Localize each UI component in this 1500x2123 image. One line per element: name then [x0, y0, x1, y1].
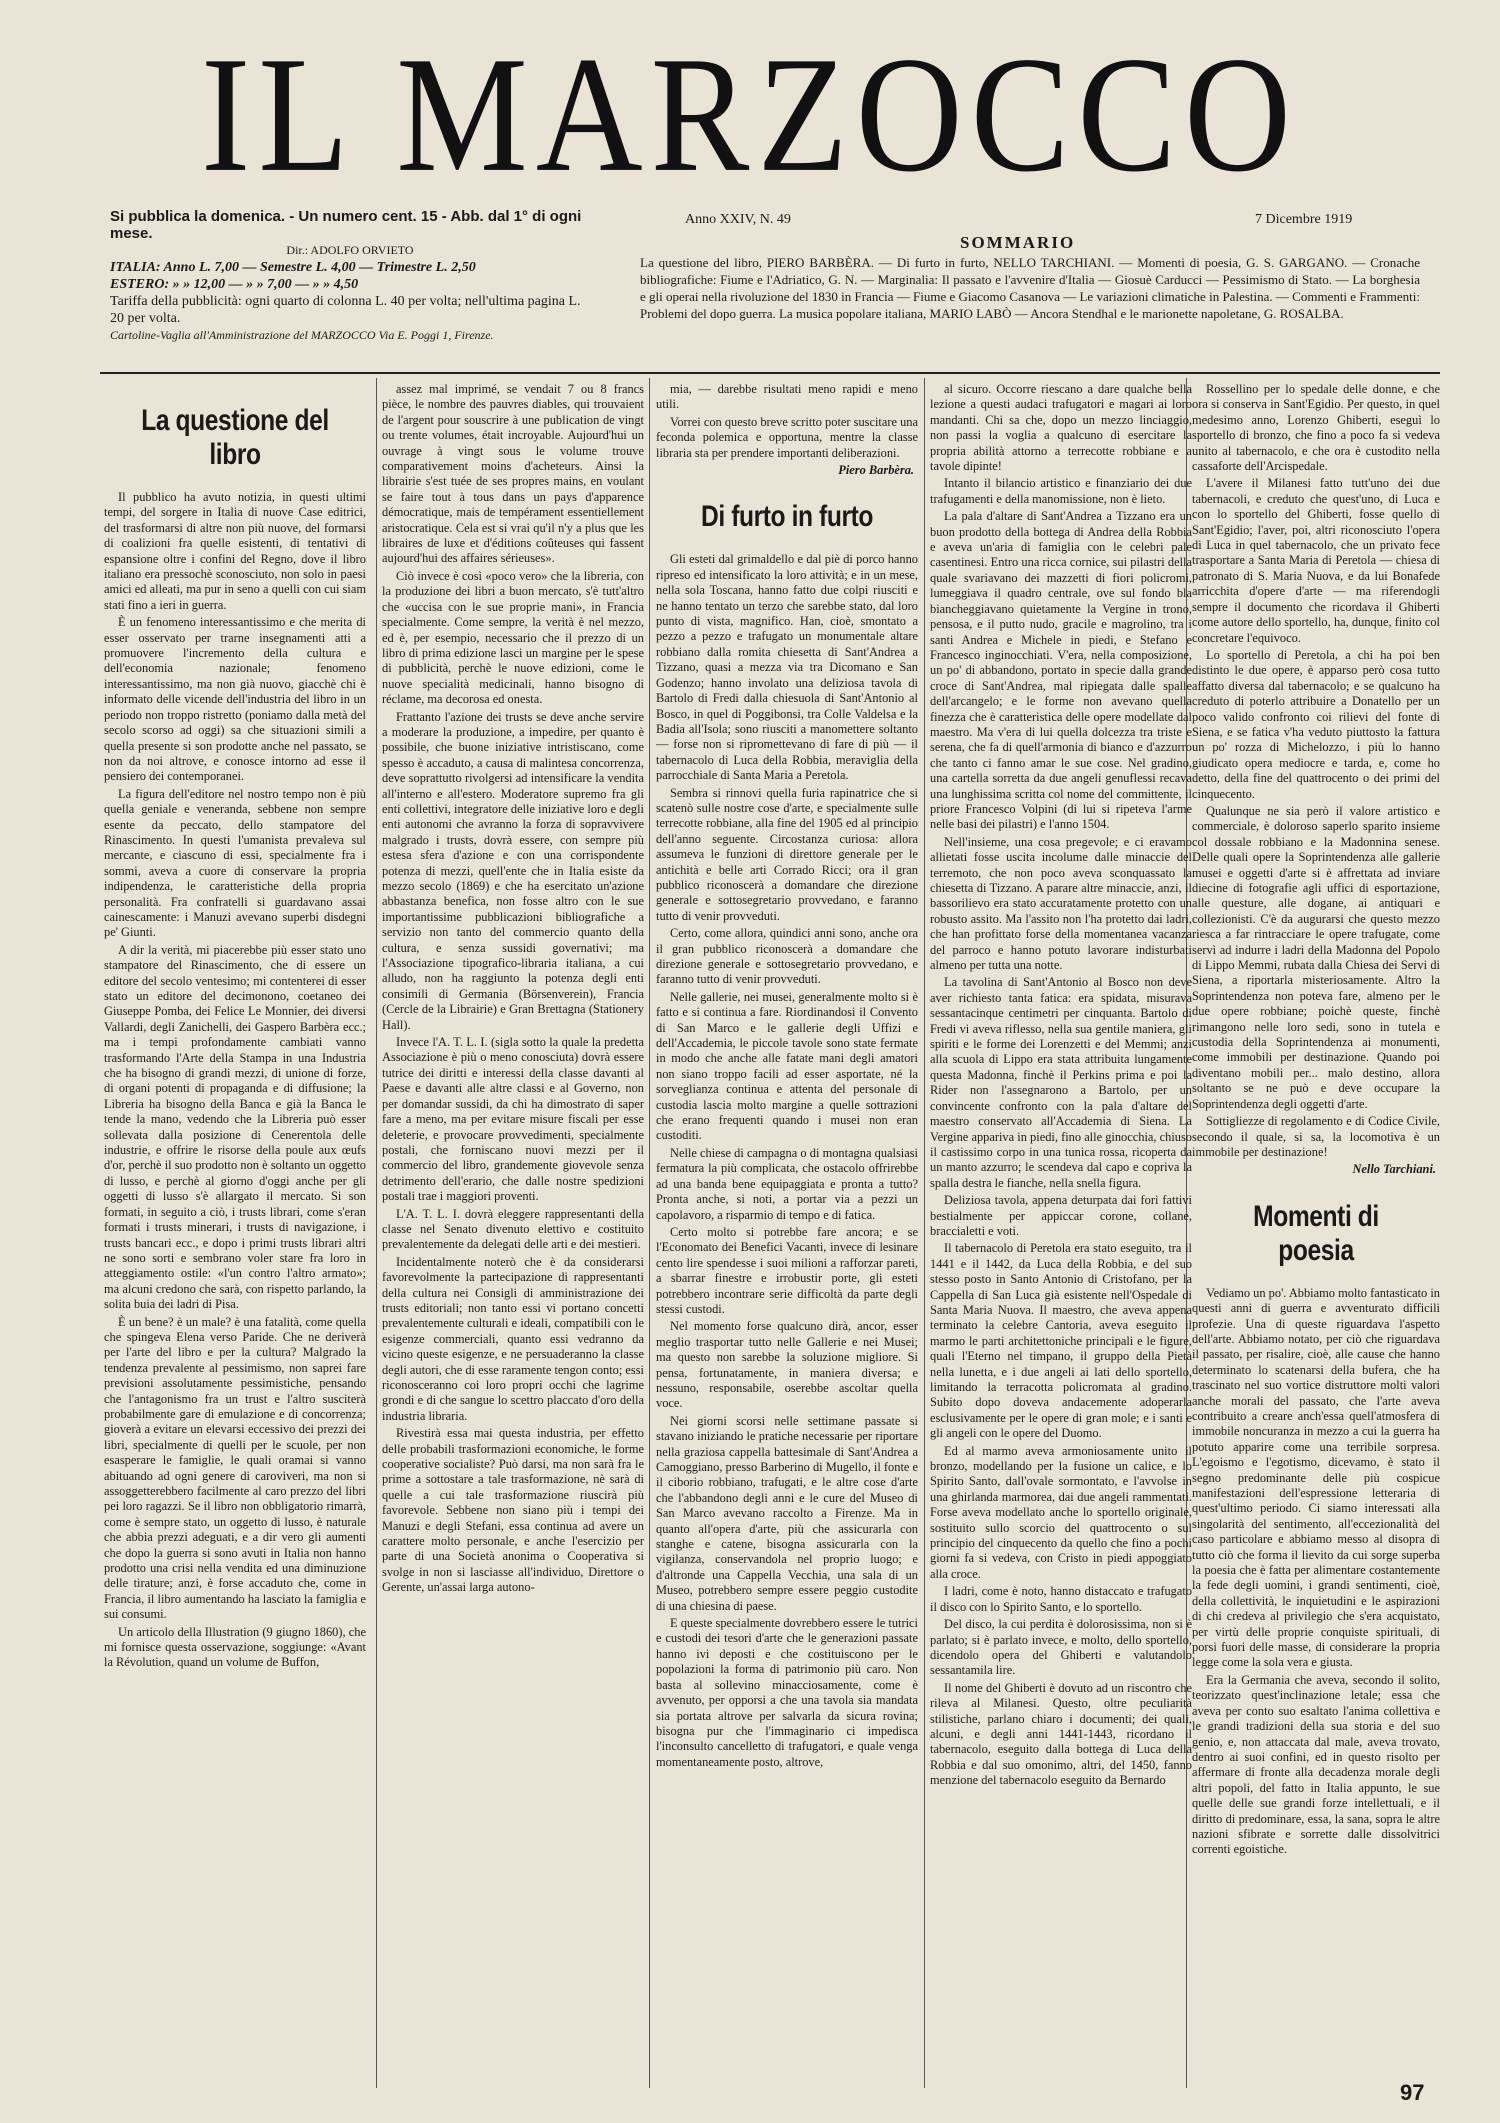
corner-mark: 97 [1400, 2080, 1425, 2105]
paragraph: È un bene? è un male? è una fatalità, come quella che spingeva Elena verso Paride. Che ne deriverà per l'arte del libro e per la cultura? Malgrado la tendenza prevalente al pessimismo, non saprei fare previsioni assolutamente pessimistiche, pensando che l'antagonismo fra un trust e l'altro susciterà probabilmente gare di emulazione e di concorrenza; gioverà a evitare un elevarsi eccessivo dei prezzi dei libri, specialmente di quelli per le scuole, per non esasperare le famiglie, le quali oramai si vanno abituando ad ogni genere di caroviveri, ma non si assoggetterebbero facilmente al caro prezzo del libri pei loro ragazzi. Se il libro non obbligatorio rimarrà, come è sempre stato, un oggetto di lusso, è naturale che abbia prezzi adeguati, e a dir vero gli aumenti che dopo la guerra si sono avuti in Italia non hanno prodotto una crisi nella vendita ed una diminuzione delle tirature; anzi, è forse accaduto che, come in Francia, il libro aumentando ha lasciato la famiglia e sui consumi. [104, 1314, 366, 1622]
paragraph: Intanto il bilancio artistico e finanziario dei due trafugamenti e della manomissione, non è lieto. [930, 476, 1192, 506]
paragraph: Qualunque ne sia però il valore artistico e commerciale, è doloroso saperlo sparito insieme col dossale robbiano e la Madonnina senese. Delle quali opere la Soprintendenza alle gallerie musei e oggetti d'arte si è affrettata ad inviare diecine di fotografie agli uffici di esportazione, alle questure, alle dogane, ai antiquari e collezionisti. C'è da augurarsi che questo mezzo riesca a far rintracciare le opere trafugate, come servì ad indurre i ladri della Madonna del Popolo di Lippo Memmi, rubata dalla Chiesa dei Servi di Siena, a riportarla misteriosamente. Altro la Soprintendenza non poteva fare, almeno per le due opere robbiane; poichè queste, finchè rimangono nelle loro sedi, sono in tutela e custodia della Soprintendenza ai monumenti, come immobili per destinazione. Quando poi diventano mobili per... malo destino, allora soltanto se ne può e deve occupare la Soprintendenza degli oggetti d'arte. [1192, 803, 1440, 1111]
paragraph: La figura dell'editore nel nostro tempo non è più quella geniale e veneranda, sebbene non sempre esente da peccato, dello stampatore del Rinascimento. In questi l'umanista prevaleva sul mercante, e ciascuno di essi, specialmente fra i sommi, aveva a cuore di conservare la propria indipendenza, le caratteristiche della propria personalità. Fra confratelli si guardavano assai cainescamente: i Manuzi avevano superbi disdegni pe' Giunti. [104, 786, 366, 940]
paragraph: Nelle gallerie, nei musei, generalmente molto si è fatto e si continua a fare. Riordinandosi il Convento di San Marco e le gallerie degli Uffizi e dell'Accademia, le piccole tavole sono state fermate in modo che anche alle fatate mani degli amatori non siano troppo facili ad esser asportate, né la sorveglianza continua e attenta del personale di custodia lascia molto margine a quelle sottrazioni che erano frequenti quando i musei non eran custoditi. [656, 989, 918, 1143]
column-divider [376, 378, 377, 2088]
paragraph: Invece l'A. T. L. I. (sigla sotto la quale la predetta Associazione è più o meno conosciuta) dovrà essere tutrice dei diritti e interessi della classe davanti al Paese e davanti alle altre classi e al Governo, non per domandar sussidi, da chi ha dimostrato di saper fare a meno, ma per evitare misure fiscali per esse deleterie, e provocare provvedimenti, specialmente postali, che forniscano nuovi mezzi per il commercio del libro, grandemente giovevole senza detrimento dell'erario, che dalle nostre spedizioni postali trae i maggiori proventi. [382, 1035, 644, 1204]
advertising-tariff: Tariffa della pubblicità: ogni quarto di colonna L. 40 per volta; nell'ultima pagina L. 20 per volta. [110, 294, 581, 326]
author-signature: Piero Barbèra. [838, 463, 914, 478]
column-2 [382, 382, 644, 2083]
paragraph: Il nome del Ghiberti è dovuto ad un riscontro che rileva al Milanesi. Questo, oltre peculiarità stilistiche, parlano chiaro i documenti; dei quali, alcuni, e degli anni 1441-1443, ricordano il tabernacolo, eseguito dalla bottega di Luca della Robbia e dal suo omonimo, altri, del 1450, fanno menzione del tabernacolo eseguito da Bernardo [930, 1680, 1192, 1788]
paragraph: Il pubblico ha avuto notizia, in questi ultimi tempi, del sorgere in Italia di nuove Case editrici, del trasformarsi di altre non più nuove, del formarsi di coalizioni fra quelle esistenti, di tentativi di espansione oltre i confini del Regno, dove il libro italiano era pressochè sconosciuto, non solo in paesi amici ed alleati, ma pur in seno a quelli con cui siam stati fino a ieri in guerra. [104, 490, 366, 612]
paragraph: Gli esteti dal grimaldello e dal piè di porco hanno ripreso ed intensificato la loro attività; e in un mese, nella sola Toscana, hanno fatto due colpi riusciti e ne hanno tentato un terzo che sarebbe stato, dal loro punto di vista, magnifico. Han, cioè, smontato a pezzo a pezzo e trafugato un monumentale altare robbiano dalla romita chiesetta di Sant'Andrea a Tizzano, quasi a mezza via tra Dicomano e San Godenzo; hanno involato una deliziosa tavola di Bartolo di Fredi dalla chiesuola di Sant'Antonio al Bosco, in quel di Poggibonsi, tra Colle Valdelsa e la Badia all'Isola; sono riusciti a manomettere soltanto — forse non si ripromettevano di fare di più — il tabernacolo di Luca della Robbia, meraviglia della parrocchiale di Santa Maria a Peretola. [656, 552, 918, 783]
publication-line: Si pubblica la domenica. - Un numero cent. 15 - Abb. dal 1° di ogni mese. [110, 208, 582, 242]
subscription-info [110, 208, 590, 344]
paragraph: E queste specialmente dovrebbero essere le tutrici e custodi dei tesori d'arte che le generazioni passate hanno ivi deposti e che costituiscono per le popolazioni la forma di patrimonio più caro. Non basta al sollevino minacciosamente, come è avvenuto, per opporsi a che una tavola sia mandata sia portata altrove per salvarla da sicura rovina; bisogna pur che l'immaginario ci impedisca l'inconsulto cancelletto di trafugatori, e quale venga momentaneamente posto, altrove, [656, 1616, 918, 1769]
issue-date: 7 Dicembre 1919 [1255, 212, 1353, 227]
price-italy: ITALIA: Anno L. 7,00 — Semestre L. 4,00 — Trimestre L. 2,50 [110, 260, 476, 275]
paragraph: Incidentalmente noterò che è da considerarsi favorevolmente la partecipazione di rappresentanti della cultura nei Consigli di amministrazione dei trusts editoriali; non tanto essi vi portano concetti prevalentemente culturali e ideali, compatibili con le esigenze commerciali, quanto essi vedranno da vicino queste esigenze, e ne persuaderanno la classe degli autori, che di esse raramente tengon conto; essi riconosceranno coi loro propri occhi che lagrime grondi e di che sangue lo scettro placcato d'oro della industria libraria. [382, 1254, 644, 1423]
paragraph: L'A. T. L. I. dovrà eleggere rappresentanti della classe nel Senato divenuto elettivo e costituito prevalentemente da delegati delle arti e dei mestieri. [382, 1206, 644, 1252]
director-line: Dir.: ADOLFO ORVIETO [286, 243, 414, 257]
paragraph: assez mal imprimé, se vendait 7 ou 8 francs pièce, le nombre des pauvres diables, qui trouvaient de l'argent pour souscrire à une publication de vingt ou trente volumes, était incroyable. Aujourd'hui un ouvrage à vingt sous le volume trouve comparativement moins d'acheteurs. Ainsi la librairie s'est tuée de ses propres mains, en voulant se faire tout à tous dans un pays d'apparence démocratique, mais de tempérament essentiellement aristocratique. Cela est si vrai qu'il n'y a plus que les libraires de luxe et d'éditions coûteuses qui fassent aujourd'hui des affaires sérieuses». [382, 382, 644, 566]
column-divider [924, 378, 925, 2088]
paragraph: I ladri, come è noto, hanno distaccato e trafugato il disco con lo Spirito Santo, e lo sportello. [930, 1584, 1192, 1614]
paragraph: Certo, come allora, quindici anni sono, anche ora il gran pubblico riconoscerà a domandare che direzione generale e sottosegretario provvedano, e faranno tutto di venir provveduti. [656, 926, 918, 987]
paragraph: È un fenomeno interessantissimo e che merita di esser osservato per trarne insegnamenti atti a promuovere l'incremento della cultura e dell'economia nazionale; fenomeno interessantissimo, ma non già nuovo, giacchè chi è informato delle vicende dell'industria del libro in un periodo non troppo ristretto (poniamo dalla metà del secolo scorso ad oggi) sa che situazioni simili a quella presente si son prodotte anche nel passato, se non da noi altrove, e conosce intorno ad esse il pensiero dei contemporanei. [104, 615, 366, 784]
paragraph: La tavolina di Sant'Antonio al Bosco non deve aver richiesto tanta fatica: era spidata, misurava sessantacinque centimetri per cinquanta. Bartolo di Fredi vi aveva riflesso, nella sua gentile maniera, gli spiriti e le forme dei Lorenzetti e del Memmi; anzi alla scuola di Lippo era stata attribuita lungamente questa Madonna, finchè il Perkins prima e poi la Rider non l'assegnarono a Bartolo, per un convincente confronto con la pala d'altare del maestro conservato all'Accademia di Siena. La Vergine appariva in piedi, fino alle ginocchia, chiuso il castissimo corpo in una tunica rossa, ricoperta da un manto azzurro; le scendeva dal capo e copriva la spalla destra le fianche, nella snella figura. [930, 975, 1192, 1190]
masthead-title: IL MARZOCCO [201, 23, 1299, 207]
paragraph: Vediamo un po'. Abbiamo molto fantasticato in questi anni di guerra e avventurato difficili profezie. Una di queste riguardava l'aspetto dell'arte. Abbiamo notato, per ciò che riguardava il passato, per risalire, cioè, alle cause che hanno determinato lo scatenarsi della bufera, che ha trascinato nel suo vortice distruttore molti valori anche morali del passato, che l'arte aveva contribuito a creare anch'essa quell'atmosfera di immobile noncuranza in mezzo a cui la guerra ha potuto apparire come una terribile sorpresa. L'egoismo e l'egotismo, dicevamo, è stato il segno predominante delle più cospicue manifestazioni dell'espressione letteraria di quest'ultimo periodo. Ci siamo interessati alla singolarità del sentimento, all'eccezionalità del caso particolare e abbiamo messo al disopra di tutto ciò che forma il lievito da cui sorge superba la poesia che è fatta per alimentare costantemente la fede degli uomini, i grandi sentimenti, cioè, della collettività, le inquietudini e le aspirazioni di chi credeva al privilegio che s'era acquistato, per virtù delle proprie conquiste spirituali, di porsi fuori delle masse, di considerare la propria legge come la sola vera e giusta. [1192, 1285, 1440, 1670]
column-3 [656, 382, 918, 2083]
paragraph: mia, — darebbe risultati meno rapidi e meno utili. [656, 382, 918, 412]
price-foreign: ESTERO: » » 12,00 — » » 7,00 — » » 4,50 [110, 277, 359, 292]
paragraph: Un articolo della Illustration (9 giugno 1860), che mi fornisce questa osservazione, soggiunge: «Avant la Révolution, quand un volume de Buffon, [104, 1624, 366, 1670]
paragraph: Nei giorni scorsi nelle settimane passate si stavano iniziando le pratiche necessarie per riportare nella graziosa cappella battesimale di Sant'Andrea a Camoggiano, presso Barberino di Mugello, il fonte e il ciborio robbiano, trafugati, e le altre cose d'arte che l'abbandono degli anni e le cure del Museo di San Marco avevano raccolto a Firenze. Ma in quanto all'opera d'arte, più che assicurarla con stanghe e catene, bisogna assicurarla con la vigilanza, conservandola nel proprio luogo; e d'altronde una Cappella Vecchia, una sala di un Museo, potrebbero sempre essere peggio custodite di una chiesina di paese. [656, 1413, 918, 1613]
paragraph: Certo molto si potrebbe fare ancora; e se l'Economato dei Benefici Vacanti, invece di lesinare cento lire spendesse i suoi milioni a rafforzar pareti, a sbarrar finestre e irrobustir porte, gli esteti potrebbero incontrare serie difficoltà da parte degli stessi custodi. [656, 1224, 918, 1316]
header-rule [100, 372, 1440, 374]
paragraph: Ed al marmo aveva armoniosamente unito il bronzo, modellando per la fusione un calice, e lo Spirito Santo, dall'ovale sormontato, e l'avvolse in una ghirlanda marmorea, dai due angeli rammentati. Forse aveva modellato anche lo sportello originale, sostituito sullo scorcio del quattrocento o sul principio del cinquecento da quello che fino a pochi giorni fa si vedeva, con Cristo in piedi appoggiato alla croce. [930, 1443, 1192, 1581]
paragraph: Nelle chiese di campagna o di montagna qualsiasi fermatura la più complicata, che ostacolo offrirebbe ad una banda bene equipaggiata e pronta a tutto? Pronta anche, si noti, a portar via a pezzi un capolavoro, a risparmio di tempo e di fatica. [656, 1145, 918, 1222]
paragraph: Era la Germania che aveva, secondo il solito, teorizzato quest'inclinazione letale; essa che aveva per conto suo esaltato l'anima collettiva e le grandi tradizioni della sua storia e del suo genio, e, non attaccata dal male, aveva trovato, dentro ai suoi confini, ed in questo risolto per affermare di fronte alla decadenza morale degli altri popoli, del fatto in Italia appunto, le sue quelle delle sue grandi forze intellettuali, e il diritto di predominare, essa, la sana, sopra le altre nazioni sfibrate e sorrette dalle dissolvitrici correnti egoistiche. [1192, 1672, 1440, 1857]
paragraph: Nell'insieme, una cosa pregevole; e ci eravamo allietati fosse uscita incolume dalle minaccie del terremoto, che non poco aveva sconquassato la chiesetta di Tizzano. A parare altre minaccie, anzi, il bassorilievo era stato accuratamente protetto con un robusto assito. Ma l'assito non l'ha protetto dai ladri, che han profittato forse della momentanea vacanza del parroco e hanno potuto lavorare indisturbati almeno per tutta una notte. [930, 834, 1192, 973]
paragraph: Frattanto l'azione dei trusts se deve anche servire a moderare la produzione, a impedire, per quanto è possibile, che buone iniziative intristiscano, come spesso è accaduto, a causa di malintesa concorrenza, deve soprattutto rivolgersi ad intensificare la vendita all'interno e all'estero. Moderatore supremo fra gli enti collettivi, integratore delle iniziative loro e degli enti autonomi che avranno la forza di sopravvivere malgrado i trusts, dovrà essere, con sempre più estesa sfera d'azione e con una corrispondente potenza di mezzi, quell'ente che in Italia esiste da mezzo secolo (1869) e che ha esercitato un'azione abbastanza benefica, non fosse altro con le sue importantissime pubblicazioni bibliografiche a servizio non tanto del commercio quanto della cultura, e senza sussidi governativi; ma l'Associazione tipografico-libraria italiana, a cui alludo, non ha raggiunto la potenza degli enti consimili di Germania (Börsenverein), Francia (Cercle de la Librairie) e Gran Brettagna (Stationery Hall). [382, 709, 644, 1032]
paragraph: Rossellino per lo spedale delle donne, e che ora si conserva in Sant'Egidio. Per questo, in quel medesimo anno, Lorenzo Ghiberti, eseguì lo sportello di bronzo, che fino a poco fa si vedeva unito al tabernacolo, e che ora è custodito nella cassaforte dell'Arcispedale. [1192, 382, 1440, 474]
article-title-poesia: Momenti di poesia [1253, 1199, 1379, 1267]
paragraph: Rivestirà essa mai questa industria, per effetto delle probabili trasformazioni economiche, le forme cooperative socialiste? Può darsi, ma non sarà fra le prime a sottostare a tale trasformazione, nè sarà di quelle a cui tale trasformazione riuscirà più favorevole. Sebbene non siano più i tempi dei Manuzi e degli Stefani, essa continua ad avere un carattere molto personale, e anche l'esercizio per parte di una Società anonima o Cooperativa si svolge in non si lasciasse all'individuo, Direttore o Gerente, un'assai larga autono- [382, 1426, 644, 1595]
paragraph: La pala d'altare di Sant'Andrea a Tizzano era un buon prodotto della bottega di Andrea della Robbia e aveva un'aria di famiglia con le celebri pale casentinesi. Entro una ricca cornice, sui pilastri della quale svariavano dei mazzetti di fiori policromi, lumeggiava il quadro centrale, ove sul fondo bla biancheggiavano quietamente la Vergine in trono, pensosa, e il putto nudo, gracile e magrolino, tra i santi Andrea e Michele in piedi, e Stefano e Francesco inginocchiati. V'era, nella composizione, un po' di abbandono, portato in specie dalla grande croce di Sant'Andrea, mal ripiegata dalle spalle dell'arcangelo; e le forme non avevano quella finezza che è caratteristica delle opere modellate dal maestro. Ma v'era di lui quella dolcezza tra triste e serena, che fa di quell'armonia di bianco e d'azzurro che tanto ci fanno amar le sue cose. Nel gradino, una cartella sorretta da due angeli genuflessi recava una lunghissima scritta col nome del committente, il priore Francesco Volpini (di lui si ripeteva l'arme nelle basi dei pilastri) e l'anno 1504. [930, 509, 1192, 832]
paragraph: A dir la verità, mi piacerebbe più esser stato uno stampatore del Rinascimento, che di essere un editore del secolo ventesimo; mi contenterei di esser stato un editore del decimonono, coetaneo dei Giuseppe Pomba, dei Felice Le Monnier, dei diversi Vallardi, degli Zanichelli, dei Gaspero Barbèra ecc.; ma i tempi profondamente cambiati vanno trasformando l'Arte della Stampa in una Industria che ha bisogno di grandi mezzi, di unione di forze, di organi potenti di propaganda e di diffusione; la Libreria ha bisogno della Banca e già la Banca le tende la mano, vedendo che la Libreria può esser sollevata dalla posizione di Cenerentola delle industrie, e offrire le risorse della poule aux œufs d'or, perchè il suo prodotto non è soltanto un oggetto di lusso, e perchè al giorno d'oggi anche per gli oggetti di lusso s'è allargato il mercato. Si son formati, in seguito a ciò, i trusts librari, come s'eran formati i trusts minerari, i trusts di navigazione, i trusts bancari ecc., e dopo i primi trusts librari altri ne sono sorti e sembrano voler stare fra loro in atteggiamento ostile: «l'un contro l'altro armato»; ma alcuni credono che sarà, con rispetto parlando, la solita buia dei ladri di Pisa. [104, 942, 366, 1312]
author-signature: Nello Tarchiani. [1352, 1162, 1436, 1177]
column-1 [104, 382, 366, 2083]
paragraph: Nel momento forse qualcuno dirà, ancor, esser meglio trasportar tutto nelle Gallerie e nei Musei; ma questo non sarebbe la soluzione migliore. Si pensa, fortunatamente, in maniera diversa; e nessuno, responsabile, oserebbe ascoltar quella voce. [656, 1319, 918, 1411]
paragraph: Lo sportello di Peretola, a chi ha poi ben distinto le due opere, è apparso però cosa tutto affatto diversa dal tabernacolo; e se qualcuno ha creduto di poterlo attribuire a Donatello per un poco valido confronto coi rilievi del fonte di Siena, e se fatica v'ha veduto piuttosto la fattura un po' rozza di Michelozzo, i più lo hanno giudicato opera mediocre e tarda, e, come ho detto, della fine del quattrocento o dei primi del cinquecento. [1192, 647, 1440, 801]
paragraph: al sicuro. Occorre riescano a dare qualche bella lezione a questi audaci trafugatori e magari ai loro mandanti. Chi sa che, dopo un mezzo linciaggio, non passi la voglia a qualcuno di esercitare la propria abilità attorno a terrecotte robbiane e a tavole dipinte! [930, 382, 1192, 474]
summary-text: La questione del libro, PIERO BARBÈRA. — Di furto in furto, NELLO TARCHIANI. — Momenti di poesia, G. S. GARGANO. — Cronache bibliografiche: Fiume e l'Adriatico, G. N. — Marginalia: Il passato e l'avvenire d'Italia — Giosuè Carducci — Pessimismo di Stato. — La borghesia e gli operai nella rivoluzione del 1830 in Francia — Fiume e Giacomo Casanova — Le variazioni climatiche in Palestina. — Commenti e Frammenti: Problemi del dopo guerra. La musica popolare italiana, MARIO LABÒ — Ancora Stendhal e le marionette napoletane, G. ROSALBA. [640, 255, 1420, 321]
paragraph: Il tabernacolo di Peretola era stato eseguito, tra il 1441 e il 1442, da Luca della Robbia, e del suo stesso posto in Santo Antonio di Cristofano, per la Cappella di San Luca già esistente nell'Ospedale di Santa Maria Nuova. Il maestro, che aveva appena terminato la celebre Cantoria, aveva eseguito il marmo le parti architettoniche principali e le figure, quali l'Eterno nel timpano, il gruppo della Pietà nella lunetta, e i due angeli ai lati dello sportello, limitando la terracotta policromata al gradino. Subito dopo doveva andacemente adoperarla esclusivamente per le opere di gran mole; e i santi e gli angeli con le opere del Duomo. [930, 1241, 1192, 1441]
paragraph: Ciò invece è così «poco vero» che la libreria, con la produzione dei libri a buon mercato, s'è tutt'altro che «uccisa con le sue proprie mani», in Francia specialmente. Come sempre, la verità è nel mezzo, ed è, per esempio, necessario che il prezzo di un libro di prima edizione lasci un margine per le spese di pubblicità, perchè le nuove edizioni, come le nuove specialità medicinali, hanno bisogno di réclame, ma decorosa ed onesta. [382, 568, 644, 707]
paragraph: Deliziosa tavola, appena deturpata dai fori fattivi bestialmente per appiccar corone, collane, braccialetti e voti. [930, 1193, 1192, 1238]
paragraph: Vorrei con questo breve scritto poter suscitare una feconda polemica e opportuna, mentre la classe libraria sta per prendere importanti deliberazioni. [656, 414, 918, 460]
summary-title: SOMMARIO [960, 233, 1076, 252]
paragraph: Del disco, la cui perdita è dolorosissima, non si è parlato; si è parlato invece, e molto, dello sportello, dicendolo opera del Ghiberti e valutandolo sessantamila lire. [930, 1617, 1192, 1678]
paragraph: Sottigliezze di regolamento e di Codice Civile, secondo il quale, si sa, la locomotiva è un immobile per destinazione! [1192, 1114, 1440, 1159]
column-5 [1192, 382, 1440, 2083]
article-title-libro: La questione del libro [141, 404, 329, 471]
column-divider [649, 378, 650, 2088]
article-title-furto: Di furto in furto [700, 500, 874, 534]
postcard-note: Cartoline-Vaglia all'Amministrazione del MARZOCCO Via E. Poggi 1, Firenze. [110, 328, 494, 342]
paragraph: Sembra si rinnovi quella furia rapinatrice che si scatenò sulle nostre cose d'arte, e specialmente sulle terrecotte robbiane, alla fine del 1905 ed al principio dell'anno seguente. Circostanza curiosa: allora assumeva le funzioni di direttore generale per le antichità e belle arti Corrado Ricci; ora il gran pubblico riconoscerà a domandare che direzione generale e sottosegretario provvedano, e faranno tutto di venir provveduti. [656, 785, 918, 923]
column-4 [930, 382, 1192, 2083]
paragraph: L'avere il Milanesi fatto tutt'uno dei due tabernacoli, e creduto che quest'uno, di Luca e con lo sportello del Ghiberti, fosse quello di Sant'Egidio; l'aver, poi, altri riconosciuto l'opera di Luca in quel tabernacolo, che un privato fece trasportare a Santa Maria di Peretola — chiesa di patronato di S. Maria Nuova, e da lui Bonafede arricchita d'opere d'arte — ma riferendogli sempre il documento che ricordava il Ghiberti come autore dello sportello, ha, dunque, finito col concretare l'equivoco. [1192, 476, 1440, 645]
issue-number: Anno XXIV, N. 49 [685, 212, 791, 227]
